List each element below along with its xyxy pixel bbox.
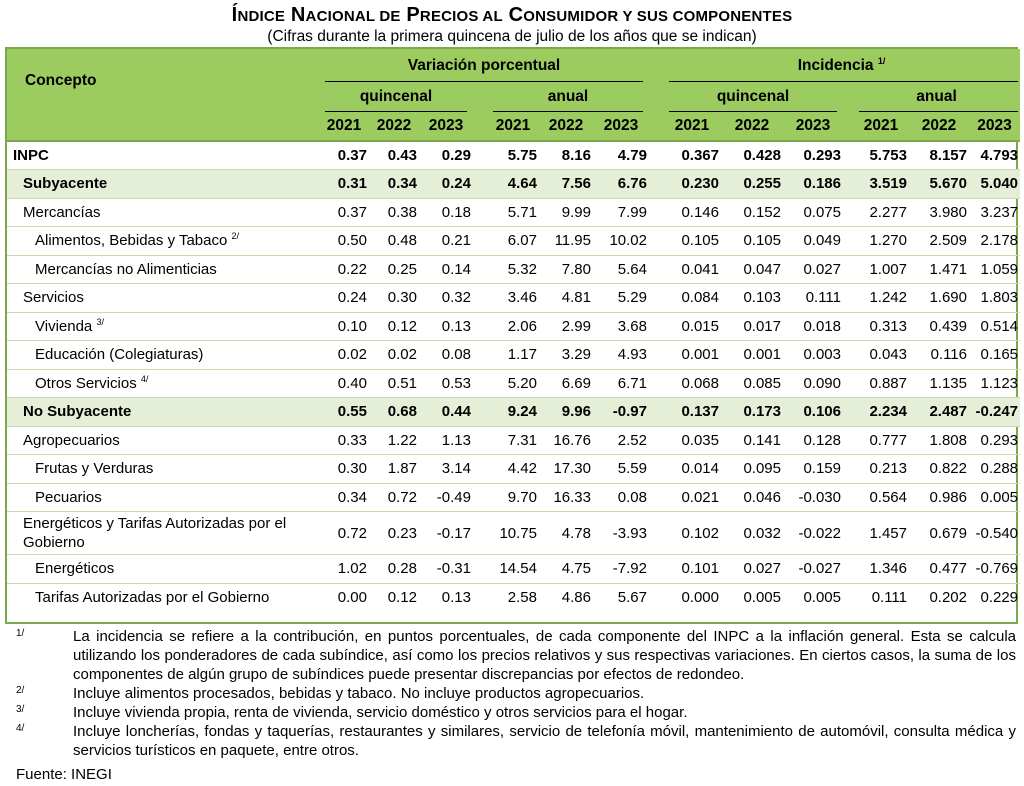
value-cell: 5.29 bbox=[593, 284, 649, 313]
value-cell: 9.24 bbox=[487, 398, 539, 427]
value-cell: 0.001 bbox=[721, 341, 783, 370]
value-cell: 4.64 bbox=[487, 170, 539, 199]
value-cell: 0.141 bbox=[721, 426, 783, 455]
value-cell: 0.014 bbox=[663, 455, 721, 484]
value-cell: -0.97 bbox=[593, 398, 649, 427]
value-cell: 0.229 bbox=[969, 583, 1020, 612]
value-cell: 0.015 bbox=[663, 312, 721, 341]
value-cell: 0.50 bbox=[319, 227, 369, 256]
value-cell: 0.18 bbox=[419, 198, 473, 227]
value-cell: 1.135 bbox=[909, 369, 969, 398]
year-header: 2022 bbox=[909, 112, 969, 141]
footnote-2: 2/ Incluye alimentos procesados, bebidas y tabaco. No incluye productos agropecuarios. bbox=[16, 685, 645, 702]
value-cell: 4.81 bbox=[539, 284, 593, 313]
value-cell: 7.80 bbox=[539, 255, 593, 284]
value-cell: 0.887 bbox=[853, 369, 909, 398]
table-row bbox=[7, 227, 1020, 256]
table-row bbox=[7, 255, 1020, 284]
value-cell: 0.018 bbox=[783, 312, 843, 341]
value-cell: 0.046 bbox=[721, 483, 783, 512]
value-cell: 16.33 bbox=[539, 483, 593, 512]
value-cell: 5.32 bbox=[487, 255, 539, 284]
value-cell: 1.690 bbox=[909, 284, 969, 313]
value-cell: 0.564 bbox=[853, 483, 909, 512]
value-cell: 2.487 bbox=[909, 398, 969, 427]
value-cell: 0.72 bbox=[319, 512, 369, 555]
value-cell: 1.346 bbox=[853, 555, 909, 584]
value-cell: 0.24 bbox=[319, 284, 369, 313]
value-cell: 1.17 bbox=[487, 341, 539, 370]
value-cell: 3.980 bbox=[909, 198, 969, 227]
value-cell: 5.75 bbox=[487, 141, 539, 170]
value-cell: 0.514 bbox=[969, 312, 1020, 341]
value-cell: 0.48 bbox=[369, 227, 419, 256]
value-cell: 0.111 bbox=[853, 583, 909, 612]
value-cell: 5.040 bbox=[969, 170, 1020, 199]
value-cell: 4.79 bbox=[593, 141, 649, 170]
value-cell: 6.69 bbox=[539, 369, 593, 398]
value-cell: 0.22 bbox=[319, 255, 369, 284]
value-cell: -0.31 bbox=[419, 555, 473, 584]
row-label: Vivienda $^{3/}$ bbox=[7, 312, 319, 341]
header-concepto: Concepto bbox=[7, 49, 319, 112]
value-cell: 7.56 bbox=[539, 170, 593, 199]
value-cell: 0.51 bbox=[369, 369, 419, 398]
value-cell: 1.803 bbox=[969, 284, 1020, 313]
value-cell: 0.027 bbox=[721, 555, 783, 584]
value-cell: 0.005 bbox=[969, 483, 1020, 512]
value-cell: 2.52 bbox=[593, 426, 649, 455]
value-cell: 6.07 bbox=[487, 227, 539, 256]
value-cell: 2.58 bbox=[487, 583, 539, 612]
source-note: Fuente: INEGI bbox=[16, 766, 112, 783]
value-cell: 0.213 bbox=[853, 455, 909, 484]
value-cell: 5.64 bbox=[593, 255, 649, 284]
value-cell: -0.49 bbox=[419, 483, 473, 512]
value-cell: 0.25 bbox=[369, 255, 419, 284]
value-cell: 0.08 bbox=[593, 483, 649, 512]
value-cell: -0.540 bbox=[969, 512, 1020, 555]
value-cell: 3.29 bbox=[539, 341, 593, 370]
value-cell: -7.92 bbox=[593, 555, 649, 584]
value-cell: 0.10 bbox=[319, 312, 369, 341]
value-cell: 0.34 bbox=[319, 483, 369, 512]
value-cell: 0.37 bbox=[319, 141, 369, 170]
value-cell: 1.471 bbox=[909, 255, 969, 284]
header-inc-anual: anual bbox=[853, 82, 1020, 112]
table-row bbox=[7, 483, 1020, 512]
year-header: 2022 bbox=[369, 112, 419, 141]
row-label: Alimentos, Bebidas y Tabaco $^{2/}$ bbox=[7, 227, 319, 256]
inpc-table-container bbox=[5, 47, 1018, 624]
value-cell: 3.68 bbox=[593, 312, 649, 341]
value-cell: 0.33 bbox=[319, 426, 369, 455]
table-row bbox=[7, 198, 1020, 227]
table-row bbox=[7, 455, 1020, 484]
row-label: Mercancías no Alimenticias bbox=[7, 255, 319, 284]
value-cell: 2.06 bbox=[487, 312, 539, 341]
value-cell: 0.477 bbox=[909, 555, 969, 584]
value-cell: -3.93 bbox=[593, 512, 649, 555]
value-cell: -0.247 bbox=[969, 398, 1020, 427]
table-row bbox=[7, 369, 1020, 398]
value-cell: 16.76 bbox=[539, 426, 593, 455]
row-label: INPC bbox=[7, 141, 319, 170]
value-cell: 0.428 bbox=[721, 141, 783, 170]
value-cell: 0.28 bbox=[369, 555, 419, 584]
value-cell: 10.02 bbox=[593, 227, 649, 256]
value-cell: 1.242 bbox=[853, 284, 909, 313]
value-cell: 0.186 bbox=[783, 170, 843, 199]
value-cell: 0.041 bbox=[663, 255, 721, 284]
header-inc-quincenal: quincenal bbox=[663, 82, 843, 112]
value-cell: 2.178 bbox=[969, 227, 1020, 256]
value-cell: 0.000 bbox=[663, 583, 721, 612]
value-cell: 0.12 bbox=[369, 312, 419, 341]
value-cell: 0.02 bbox=[319, 341, 369, 370]
row-label: Frutas y Verduras bbox=[7, 455, 319, 484]
value-cell: 2.234 bbox=[853, 398, 909, 427]
value-cell: 8.157 bbox=[909, 141, 969, 170]
year-header: 2021 bbox=[487, 112, 539, 141]
value-cell: 1.808 bbox=[909, 426, 969, 455]
value-cell: 0.001 bbox=[663, 341, 721, 370]
value-cell: 0.075 bbox=[783, 198, 843, 227]
value-cell: 0.105 bbox=[721, 227, 783, 256]
value-cell: -0.030 bbox=[783, 483, 843, 512]
value-cell: 0.005 bbox=[721, 583, 783, 612]
row-label: Energéticos y Tarifas Autorizadas por el Gobierno bbox=[7, 512, 319, 555]
row-label: Mercancías bbox=[7, 198, 319, 227]
value-cell: 0.30 bbox=[319, 455, 369, 484]
header-vp-quincenal: quincenal bbox=[319, 82, 473, 112]
value-cell: 0.152 bbox=[721, 198, 783, 227]
footnote-3: 3/ Incluye vivienda propia, renta de vivienda, servicio doméstico y otros servicios para el hogar. bbox=[16, 704, 688, 721]
footnote-4: 4/ Incluye loncherías, fondas y taquerías, restaurantes y similares, servicio de telefonía móvil, mantenimiento de automóvil, consulta médica y servicios turísticos en paquete, entre otros. bbox=[16, 723, 1016, 759]
value-cell: 17.30 bbox=[539, 455, 593, 484]
table-row bbox=[7, 555, 1020, 584]
value-cell: 1.02 bbox=[319, 555, 369, 584]
value-cell: 1.270 bbox=[853, 227, 909, 256]
value-cell: 0.105 bbox=[663, 227, 721, 256]
header-incidencia: Incidencia $^{1/}$ bbox=[663, 49, 1020, 82]
table-row bbox=[7, 284, 1020, 313]
value-cell: 0.29 bbox=[419, 141, 473, 170]
year-header: 2023 bbox=[593, 112, 649, 141]
value-cell: 0.439 bbox=[909, 312, 969, 341]
year-header: 2022 bbox=[539, 112, 593, 141]
value-cell: 9.96 bbox=[539, 398, 593, 427]
value-cell: 0.13 bbox=[419, 312, 473, 341]
value-cell: 0.55 bbox=[319, 398, 369, 427]
value-cell: 0.367 bbox=[663, 141, 721, 170]
footnote-1: 1/ La incidencia se refiere a la contribución, en puntos porcentuales, de cada componente del INPC a la inflación general. Esta se calcula utilizando los ponderadores de cada subíndice, así como los precios relativos y sus respectivas variaciones. En ciertos casos, la suma de los componentes de algún grupo de subíndices puede presentar discrepancias por efectos de redondeo. bbox=[16, 628, 1016, 683]
value-cell: 0.068 bbox=[663, 369, 721, 398]
value-cell: -0.027 bbox=[783, 555, 843, 584]
value-cell: 0.44 bbox=[419, 398, 473, 427]
table-row bbox=[7, 398, 1020, 427]
year-header: 2023 bbox=[969, 112, 1020, 141]
value-cell: 1.22 bbox=[369, 426, 419, 455]
value-cell: 0.103 bbox=[721, 284, 783, 313]
value-cell: 6.76 bbox=[593, 170, 649, 199]
value-cell: 0.293 bbox=[969, 426, 1020, 455]
table-row bbox=[7, 341, 1020, 370]
value-cell: 5.753 bbox=[853, 141, 909, 170]
value-cell: 4.75 bbox=[539, 555, 593, 584]
value-cell: 0.128 bbox=[783, 426, 843, 455]
year-header: 2021 bbox=[319, 112, 369, 141]
value-cell: 0.005 bbox=[783, 583, 843, 612]
value-cell: 0.679 bbox=[909, 512, 969, 555]
value-cell: 0.288 bbox=[969, 455, 1020, 484]
value-cell: 10.75 bbox=[487, 512, 539, 555]
value-cell: 5.20 bbox=[487, 369, 539, 398]
header-variacion-porcentual: Variación porcentual bbox=[319, 49, 649, 82]
row-label: Tarifas Autorizadas por el Gobierno bbox=[7, 583, 319, 612]
value-cell: 0.777 bbox=[853, 426, 909, 455]
year-header: 2021 bbox=[663, 112, 721, 141]
value-cell: 0.37 bbox=[319, 198, 369, 227]
value-cell: 0.101 bbox=[663, 555, 721, 584]
value-cell: 4.93 bbox=[593, 341, 649, 370]
footnotes bbox=[16, 627, 1016, 760]
value-cell: 0.202 bbox=[909, 583, 969, 612]
value-cell: 0.986 bbox=[909, 483, 969, 512]
row-label: Pecuarios bbox=[7, 483, 319, 512]
value-cell: 0.313 bbox=[853, 312, 909, 341]
value-cell: 0.293 bbox=[783, 141, 843, 170]
value-cell: 0.102 bbox=[663, 512, 721, 555]
value-cell: 0.137 bbox=[663, 398, 721, 427]
document-subtitle: (Cifras durante la primera quincena de julio de los años que se indican) bbox=[267, 28, 757, 45]
value-cell: 0.003 bbox=[783, 341, 843, 370]
row-label: Educación (Colegiaturas) bbox=[7, 341, 319, 370]
value-cell: 0.13 bbox=[419, 583, 473, 612]
value-cell: 0.146 bbox=[663, 198, 721, 227]
value-cell: 0.032 bbox=[721, 512, 783, 555]
value-cell: 3.519 bbox=[853, 170, 909, 199]
value-cell: 0.111 bbox=[783, 284, 843, 313]
value-cell: 2.277 bbox=[853, 198, 909, 227]
value-cell: 1.123 bbox=[969, 369, 1020, 398]
value-cell: 0.047 bbox=[721, 255, 783, 284]
table-body bbox=[7, 141, 1020, 612]
value-cell: 8.16 bbox=[539, 141, 593, 170]
value-cell: 0.116 bbox=[909, 341, 969, 370]
value-cell: 0.017 bbox=[721, 312, 783, 341]
value-cell: 0.32 bbox=[419, 284, 473, 313]
value-cell: 9.99 bbox=[539, 198, 593, 227]
value-cell: 6.71 bbox=[593, 369, 649, 398]
table-row bbox=[7, 583, 1020, 612]
year-header: 2023 bbox=[419, 112, 473, 141]
value-cell: 4.78 bbox=[539, 512, 593, 555]
row-label: Agropecuarios bbox=[7, 426, 319, 455]
value-cell: 0.084 bbox=[663, 284, 721, 313]
value-cell: 0.00 bbox=[319, 583, 369, 612]
year-header: 2022 bbox=[721, 112, 783, 141]
document-title: ÍNDICE NACIONAL DE PRECIOS AL CONSUMIDOR Y SUS COMPONENTES bbox=[231, 4, 793, 26]
year-header: 2021 bbox=[853, 112, 909, 141]
value-cell: 0.173 bbox=[721, 398, 783, 427]
value-cell: 7.99 bbox=[593, 198, 649, 227]
value-cell: 0.40 bbox=[319, 369, 369, 398]
value-cell: 0.30 bbox=[369, 284, 419, 313]
value-cell: 0.14 bbox=[419, 255, 473, 284]
value-cell: 1.457 bbox=[853, 512, 909, 555]
value-cell: 14.54 bbox=[487, 555, 539, 584]
value-cell: 0.043 bbox=[853, 341, 909, 370]
value-cell: 0.095 bbox=[721, 455, 783, 484]
value-cell: 0.822 bbox=[909, 455, 969, 484]
row-label: Servicios bbox=[7, 284, 319, 313]
value-cell: 0.12 bbox=[369, 583, 419, 612]
value-cell: 0.72 bbox=[369, 483, 419, 512]
value-cell: 0.085 bbox=[721, 369, 783, 398]
value-cell: 9.70 bbox=[487, 483, 539, 512]
value-cell: 0.68 bbox=[369, 398, 419, 427]
value-cell: 0.31 bbox=[319, 170, 369, 199]
value-cell: 0.43 bbox=[369, 141, 419, 170]
value-cell: 1.13 bbox=[419, 426, 473, 455]
value-cell: 0.027 bbox=[783, 255, 843, 284]
value-cell: 0.255 bbox=[721, 170, 783, 199]
value-cell: 0.165 bbox=[969, 341, 1020, 370]
value-cell: 0.035 bbox=[663, 426, 721, 455]
value-cell: 3.14 bbox=[419, 455, 473, 484]
value-cell: 5.67 bbox=[593, 583, 649, 612]
table-row bbox=[7, 141, 1020, 170]
value-cell: 3.46 bbox=[487, 284, 539, 313]
row-label: Otros Servicios $^{4/}$ bbox=[7, 369, 319, 398]
value-cell: 2.509 bbox=[909, 227, 969, 256]
value-cell: 0.38 bbox=[369, 198, 419, 227]
table-row bbox=[7, 426, 1020, 455]
value-cell: 0.02 bbox=[369, 341, 419, 370]
value-cell: 1.87 bbox=[369, 455, 419, 484]
value-cell: 0.021 bbox=[663, 483, 721, 512]
value-cell: 0.53 bbox=[419, 369, 473, 398]
value-cell: 11.95 bbox=[539, 227, 593, 256]
header-vp-anual: anual bbox=[487, 82, 649, 112]
value-cell: 0.34 bbox=[369, 170, 419, 199]
table-row bbox=[7, 312, 1020, 341]
value-cell: 7.31 bbox=[487, 426, 539, 455]
row-label: No Subyacente bbox=[7, 398, 319, 427]
value-cell: -0.022 bbox=[783, 512, 843, 555]
row-label: Subyacente bbox=[7, 170, 319, 199]
year-header: 2023 bbox=[783, 112, 843, 141]
value-cell: 5.670 bbox=[909, 170, 969, 199]
value-cell: 2.99 bbox=[539, 312, 593, 341]
value-cell: 5.71 bbox=[487, 198, 539, 227]
table-row bbox=[7, 170, 1020, 199]
value-cell: 0.24 bbox=[419, 170, 473, 199]
value-cell: 0.230 bbox=[663, 170, 721, 199]
value-cell: 4.86 bbox=[539, 583, 593, 612]
value-cell: 0.090 bbox=[783, 369, 843, 398]
value-cell: 0.106 bbox=[783, 398, 843, 427]
value-cell: 1.059 bbox=[969, 255, 1020, 284]
value-cell: 0.21 bbox=[419, 227, 473, 256]
inpc-table bbox=[7, 49, 1020, 612]
value-cell: 0.159 bbox=[783, 455, 843, 484]
value-cell: 3.237 bbox=[969, 198, 1020, 227]
value-cell: 4.42 bbox=[487, 455, 539, 484]
value-cell: 5.59 bbox=[593, 455, 649, 484]
value-cell: 0.08 bbox=[419, 341, 473, 370]
value-cell: 0.23 bbox=[369, 512, 419, 555]
value-cell: -0.769 bbox=[969, 555, 1020, 584]
value-cell: 1.007 bbox=[853, 255, 909, 284]
row-label: Energéticos bbox=[7, 555, 319, 584]
value-cell: 4.793 bbox=[969, 141, 1020, 170]
value-cell: 0.049 bbox=[783, 227, 843, 256]
table-row bbox=[7, 512, 1020, 555]
value-cell: -0.17 bbox=[419, 512, 473, 555]
